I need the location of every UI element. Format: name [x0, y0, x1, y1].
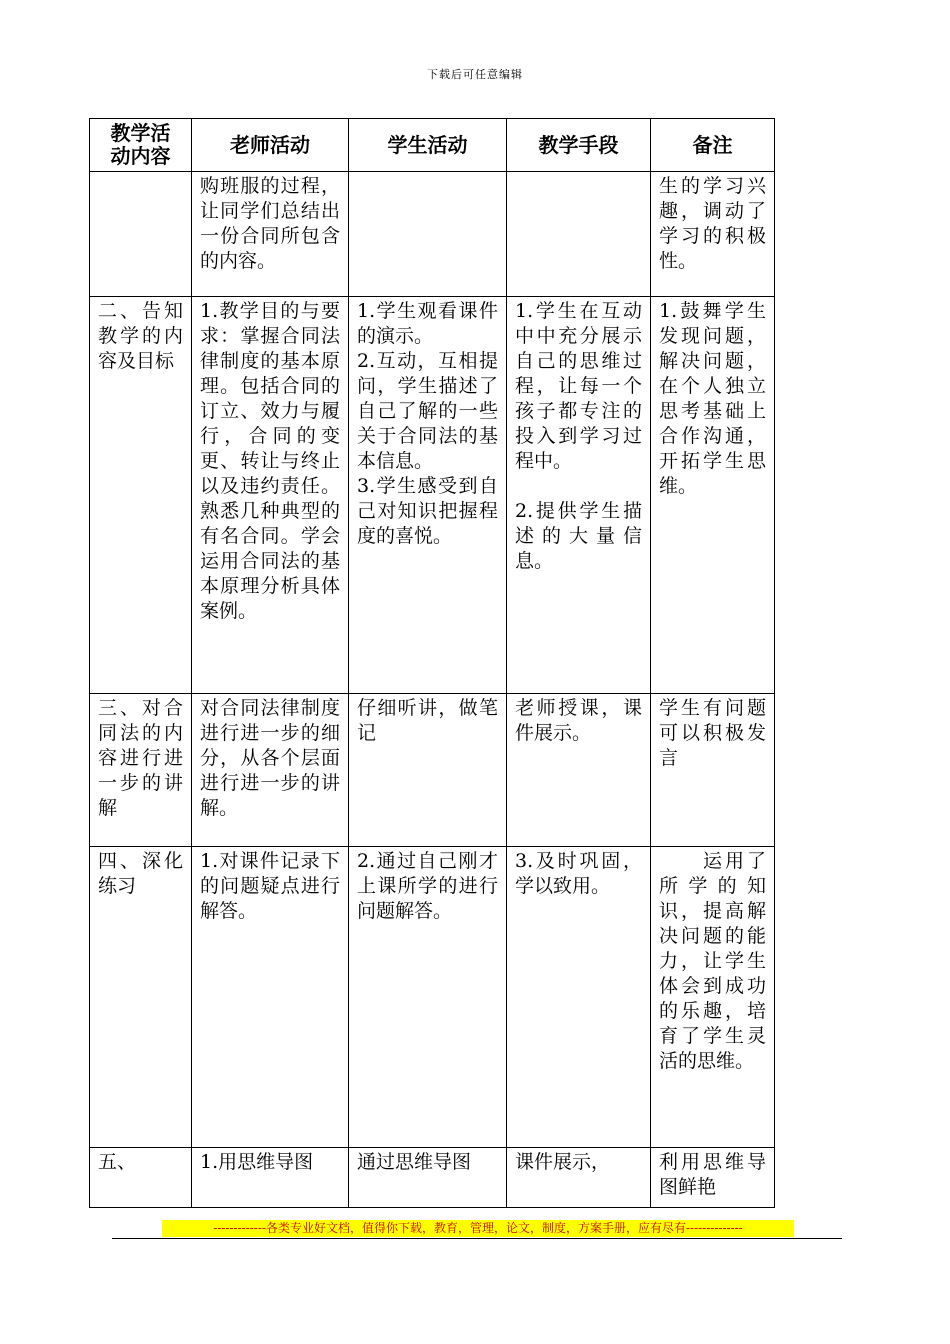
lesson-plan-table — [89, 118, 775, 1208]
table-row — [90, 172, 775, 297]
student-cell — [349, 172, 507, 297]
teacher-cell: 购班服的过程，让同学们总结出一份合同所包含的内容。 — [192, 172, 349, 297]
means-cell: 1.学生在互动中中充分展示自己的思维过程，让每一个孩子都专注的投入到学习过程中。 2.提供学生描述的大量信息。 — [507, 297, 651, 694]
table-row — [90, 847, 775, 1148]
table-header-row — [90, 119, 775, 172]
means-cell — [507, 172, 651, 297]
student-cell: 通过思维导图 — [349, 1148, 507, 1208]
table-row — [90, 297, 775, 694]
stage-cell: 四、深化练习 — [90, 847, 192, 1148]
means-cell: 老师授课，课件展示。 — [507, 694, 651, 847]
notes-cell: 学生有问题可以积极发言 — [651, 694, 775, 847]
notes-cell: 生的学习兴趣，调动了学习的积极性。 — [651, 172, 775, 297]
footer-divider — [112, 1238, 842, 1239]
teacher-cell: 1.教学目的与要求：掌握合同法律制度的基本原理。包括合同的订立、效力与履行，合同的变更、转让与终止以及违约责任。熟悉几种典型的有名合同。学会运用合同法的基本原理分析具体案例。 — [192, 297, 349, 694]
column-header-activity-content: 教学活 动内容 — [90, 119, 192, 172]
notes-cell: 利用思维导图鲜艳 — [651, 1148, 775, 1208]
column-header-teacher-activity: 老师活动 — [192, 119, 349, 172]
page-header: 下载后可任意编辑 — [427, 68, 523, 81]
column-header-student-activity: 学生活动 — [349, 119, 507, 172]
notes-cell: 1.鼓舞学生发现问题，解决问题，在个人独立思考基础上合作沟通，开拓学生思维。 — [651, 297, 775, 694]
teacher-cell: 对合同法律制度进行进一步的细分，从各个层面进行进一步的讲解。 — [192, 694, 349, 847]
student-cell: 仔细听讲，做笔记 — [349, 694, 507, 847]
stage-cell: 五、 — [90, 1148, 192, 1208]
student-cell: 2.通过自己刚才上课所学的进行问题解答。 — [349, 847, 507, 1148]
teacher-cell: 1.对课件记录下的问题疑点进行解答。 — [192, 847, 349, 1148]
stage-cell: 二、告知教学的内容及目标 — [90, 297, 192, 694]
table-row — [90, 1148, 775, 1208]
student-cell: 1.学生观看课件的演示。 2.互动，互相提问，学生描述了自己了解的一些关于合同法的基本信息。 3.学生感受到自己对知识把握程度的喜悦。 — [349, 297, 507, 694]
table-row — [90, 694, 775, 847]
means-cell: 3.及时巩固，学以致用。 — [507, 847, 651, 1148]
stage-cell: 三、对合同法的内容进行进一步的讲解 — [90, 694, 192, 847]
means-cell: 课件展示， — [507, 1148, 651, 1208]
column-header-notes: 备注 — [651, 119, 775, 172]
notes-cell: 运用了所学的知识，提高解决问题的能力，让学生体会到成功的乐趣，培育了学生灵活的思维。 — [651, 847, 775, 1148]
teacher-cell: 1.用思维导图 — [192, 1148, 349, 1208]
column-header-teaching-means: 教学手段 — [507, 119, 651, 172]
stage-cell — [90, 172, 192, 297]
footer-banner: -------------各类专业好文档，值得你下载，教育，管理，论文，制度，方案手册，应有尽有-------------- — [162, 1220, 794, 1237]
